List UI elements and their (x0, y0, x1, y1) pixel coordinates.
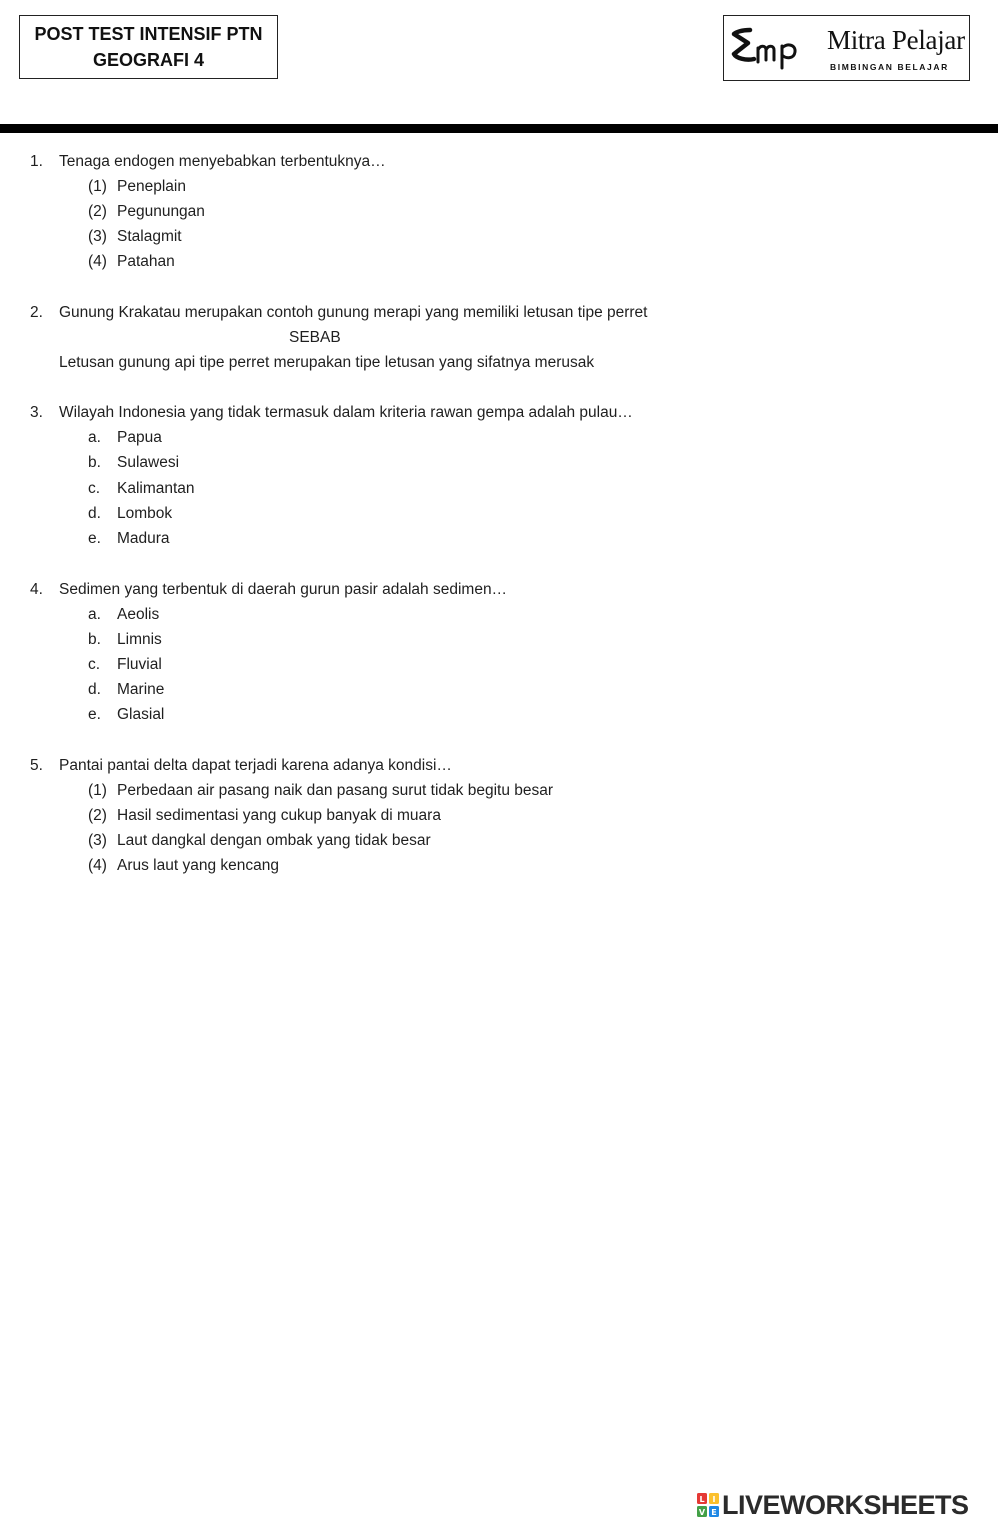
question-text: Sedimen yang terbentuk di daerah gurun pasir adalah sedimen… (59, 581, 508, 598)
option-text: Madura (117, 530, 170, 547)
option-text: Aeolis (117, 606, 160, 623)
option-label: (4) (88, 857, 107, 874)
option-text: Sulawesi (117, 454, 180, 471)
option-text: Perbedaan air pasang naik dan pasang surut tidak begitu besar (117, 782, 554, 799)
logo-name: Mitra Pelajar (827, 25, 965, 55)
option-text: Papua (117, 429, 162, 446)
option-label: b. (88, 631, 101, 648)
question-number: 3. (30, 404, 43, 421)
question-text: Gunung Krakatau merupakan contoh gunung merapi yang memiliki letusan tipe perret (59, 304, 648, 321)
option-label: b. (88, 454, 101, 471)
option-text: Arus laut yang kencang (117, 857, 279, 874)
option-text: Hasil sedimentasi yang cukup banyak di muara (117, 807, 441, 824)
question-text: Tenaga endogen menyebabkan terbentuknya… (59, 153, 386, 170)
option-text: Stalagmit (117, 228, 182, 245)
option-text: Patahan (117, 253, 175, 270)
option-label: c. (88, 480, 101, 497)
option-label: (3) (88, 832, 107, 849)
document-title-box (19, 15, 278, 79)
question-text: Wilayah Indonesia yang tidak termasuk dalam kriteria rawan gempa adalah pulau… (59, 404, 633, 421)
option-label: (2) (88, 203, 107, 220)
question-number: 4. (30, 581, 43, 598)
liveworksheets-icon (697, 1493, 719, 1517)
option-text: Marine (117, 681, 165, 698)
option-text: Fluvial (117, 656, 162, 673)
question-connector: SEBAB (289, 329, 341, 346)
option-label: a. (88, 429, 101, 446)
option-label: e. (88, 706, 101, 723)
option-label: (1) (88, 178, 107, 195)
icon-letter: E (711, 1508, 717, 1517)
icon-letter: I (712, 1495, 716, 1504)
question-number: 2. (30, 304, 43, 321)
icon-letter: V (698, 1508, 706, 1517)
document-title: POST TEST INTENSIF PTN (34, 24, 263, 44)
option-text: Glasial (117, 706, 165, 723)
option-label: (2) (88, 807, 107, 824)
option-text: Pegunungan (117, 203, 205, 220)
option-label: d. (88, 681, 101, 698)
option-text: Kalimantan (117, 480, 195, 497)
option-text: Lombok (117, 505, 173, 522)
icon-letter: L (699, 1495, 705, 1504)
option-label: c. (88, 656, 101, 673)
option-label: (4) (88, 253, 107, 270)
question-text: Pantai pantai delta dapat terjadi karena adanya kondisi… (59, 757, 452, 774)
option-label: d. (88, 505, 101, 522)
question-reason: Letusan gunung api tipe perret merupakan tipe letusan yang sifatnya merusak (59, 354, 595, 371)
option-label: e. (88, 530, 101, 547)
emp-logo-icon (728, 24, 823, 72)
document-subtitle: GEOGRAFI 4 (92, 50, 204, 70)
question-number: 5. (30, 757, 43, 774)
option-label: (1) (88, 782, 107, 799)
option-label: a. (88, 606, 101, 623)
logo-subtitle: BIMBINGAN BELAJAR (830, 62, 949, 72)
option-label: (3) (88, 228, 107, 245)
brand-logo (723, 15, 970, 81)
liveworksheets-brand: LIVEWORKSHEETS (722, 1490, 969, 1520)
question-number: 1. (30, 153, 43, 170)
option-text: Peneplain (117, 178, 186, 195)
option-text: Laut dangkal dengan ombak yang tidak besar (117, 832, 431, 849)
header-divider (0, 124, 998, 133)
option-text: Limnis (117, 631, 162, 648)
